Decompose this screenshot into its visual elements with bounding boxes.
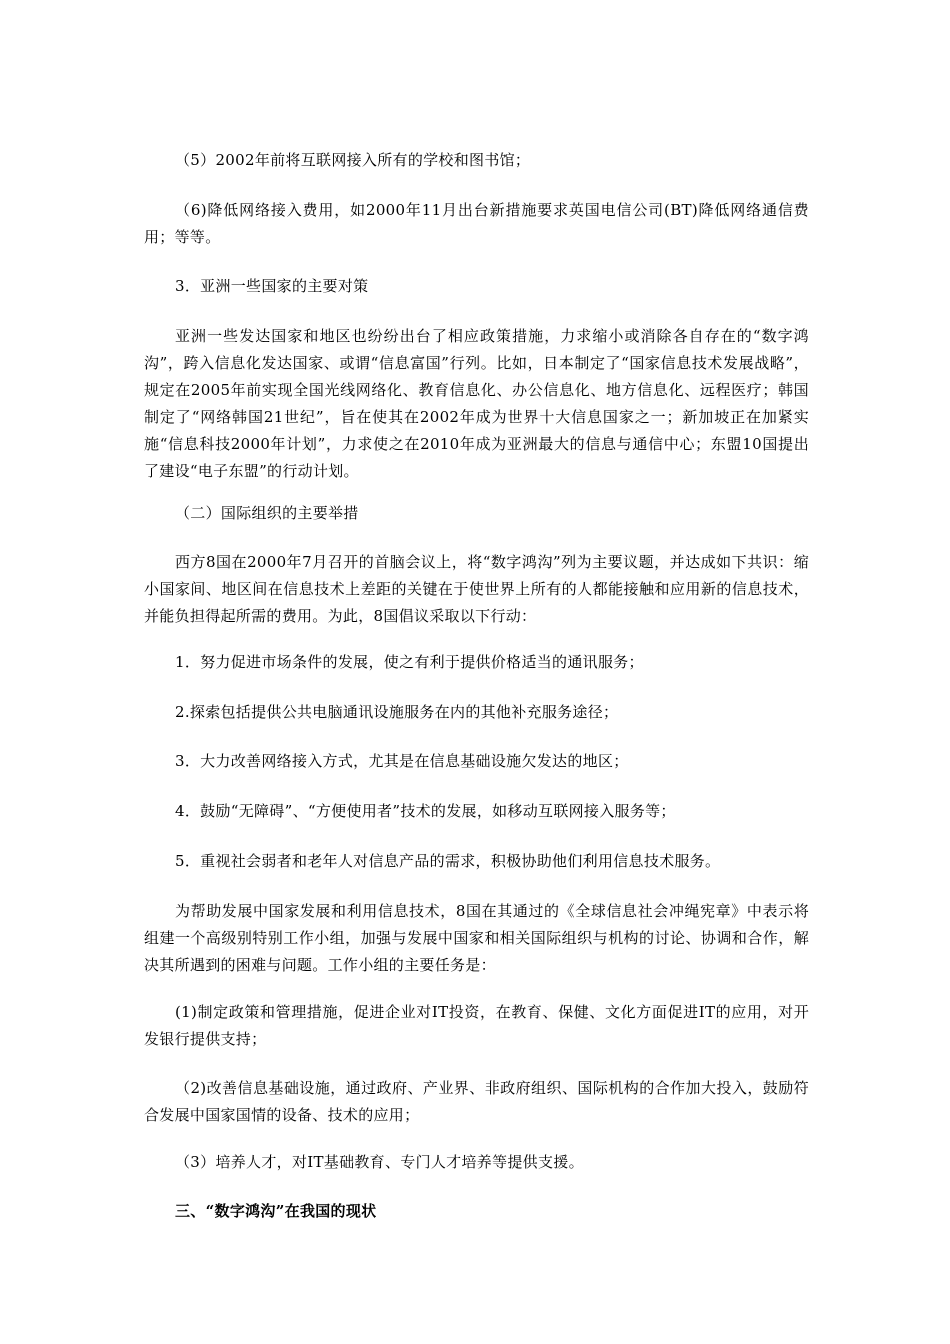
action-item-3: 3．大力改善网络接入方式，尤其是在信息基础设施欠发达的地区； [175, 752, 629, 770]
paragraph-okinawa-charter: 为帮助发展中国家发展和利用信息技术，8国在其通过的《全球信息社会冲绳宪章》中表示将组建一个高级别特别工作小组，加强与发展中国家和相关国际组织与机构的讨论、协调和合作，解决其所遇到的困难与问题。工作小组的主要任务是： [144, 902, 809, 974]
paragraph-asia-policies: 亚洲一些发达国家和地区也纷纷出台了相应政策措施，力求缩小或消除各自存在的“数字鸿沟”，跨入信息化发达国家、或谓“信息富国”行列。比如，日本制定了“国家信息技术发展战略”，规定在2005年前实现全国光线网络化、教育信息化、办公信息化、地方信息化、远程医疗；韩国制定了“网络韩国21世纪”，旨在使其在2002年成为世界十大信息国家之一；新加坡正在加紧实施“信息科技2000年计划”，力求使之在2010年成为亚洲最大的信息与通信中心；东盟10国提出了建设“电子东盟”的行动计划。 [144, 327, 809, 480]
task-item-3: （3）培养人才，对IT基础教育、专门人才培养等提供支援。 [175, 1153, 584, 1171]
section-heading-asia: 3．亚洲一些国家的主要对策 [175, 277, 369, 295]
paragraph-g8-summit: 西方8国在2000年7月召开的首脑会议上，将“数字鸿沟”列为主要议题，并达成如下共识：缩小国家间、地区间在信息技术上差距的关键在于使世界上所有的人都能接触和应用新的信息技术，并能负担得起所需的费用。为此，8国倡议采取以下行动： [144, 553, 809, 625]
task-item-1: (1)制定政策和管理措施，促进企业对IT投资，在教育、保健、文化方面促进IT的应用，对开发银行提供支持； [144, 1003, 809, 1048]
section-heading-international: （二）国际组织的主要举措 [175, 504, 359, 522]
action-item-4: 4．鼓励“无障碍”、“方便使用者”技术的发展，如移动互联网接入服务等； [175, 802, 676, 820]
action-item-5: 5．重视社会弱者和老年人对信息产品的需求，积极协助他们利用信息技术服务。 [175, 852, 721, 870]
list-item-6: （6)降低网络接入费用，如2000年11月出台新措施要求英国电信公司(BT)降低网络通信费用；等等。 [144, 201, 809, 246]
list-item-5: （5）2002年前将互联网接入所有的学校和图书馆； [175, 151, 531, 169]
task-item-2: （2)改善信息基础设施，通过政府、产业界、非政府组织、国际机构的合作加大投入，鼓励符合发展中国家国情的设备、技术的应用； [144, 1079, 809, 1124]
action-item-1: 1．努力促进市场条件的发展，使之有利于提供价格适当的通讯服务； [175, 653, 644, 671]
section-heading-china: 三、“数字鸿沟”在我国的现状 [175, 1202, 377, 1220]
action-item-2: 2.探索包括提供公共电脑通讯设施服务在内的其他补充服务途径； [175, 703, 619, 721]
